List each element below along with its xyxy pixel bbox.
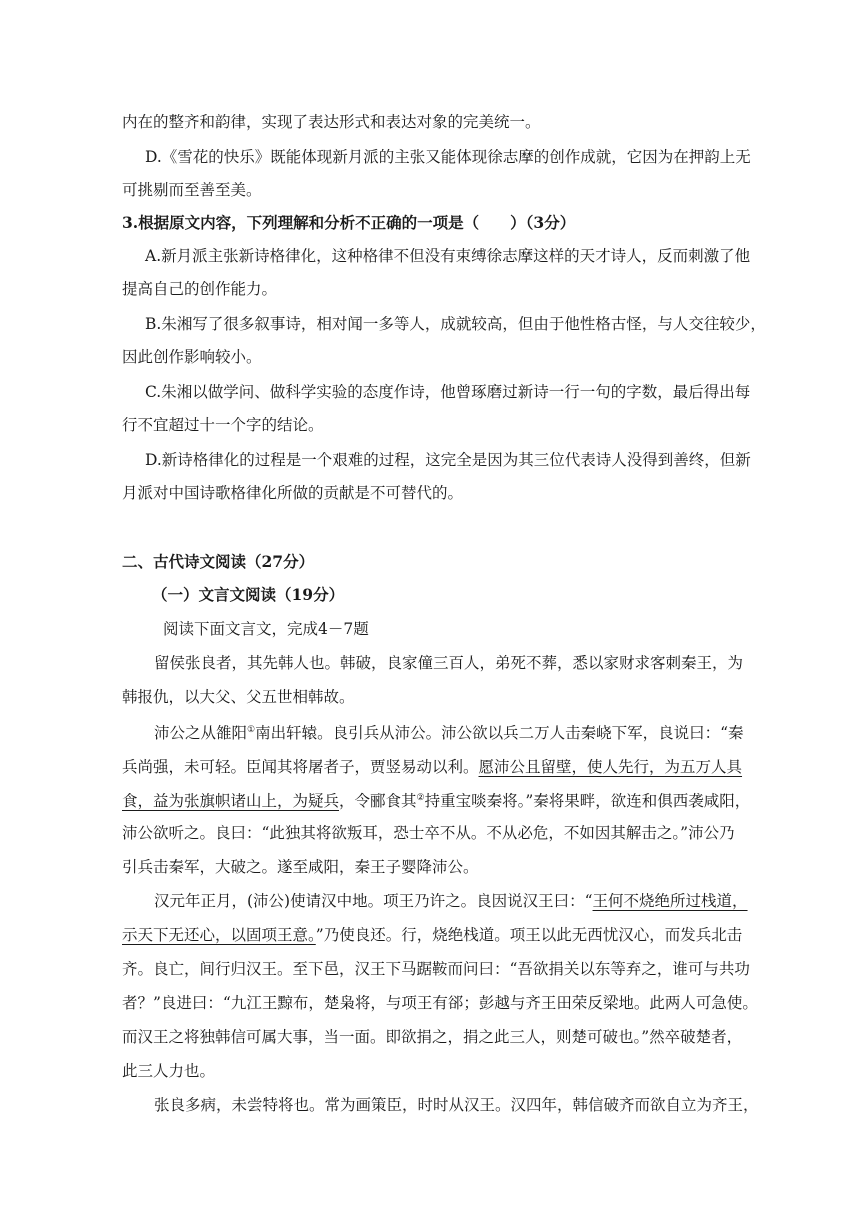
option-d-line: D.《雪花的快乐》既能体现新月派的主张又能体现徐志摩的创作成就，它因为在押韵上无	[145, 148, 751, 166]
underlined-sentence: 王何不烧绝所过栈道，	[592, 892, 748, 910]
passage-line: 张良多病，未尝特将也。常为画策臣，时时从汉王。汉四年，韩信破齐而欲自立为齐王，	[154, 1096, 759, 1114]
footnote-marker: ②	[416, 792, 425, 803]
passage-line: 者？”良进曰：“九江王黥布，楚枭将，与项王有郤；彭越与齐王田荣反梁地。此两人可急使。	[122, 994, 758, 1012]
option-b-line: B.朱湘写了很多叙事诗，相对闻一多等人，成就较高，但由于他性格古怪，与人交往较少，	[145, 315, 766, 333]
passage-line: 韩报仇，以大父、父五世相韩故。	[122, 688, 355, 706]
footnote-marker: ①	[247, 724, 256, 735]
passage-line	[154, 722, 744, 744]
text-line: 月派对中国诗歌格律化所做的贡献是不可替代的。	[122, 484, 464, 502]
subsection-heading: （一）文言文阅读（19分）	[152, 585, 345, 604]
passage-text: ”乃使良还。行，烧绝栈道。项王以此无西忧汉心，而发兵北击	[315, 926, 743, 944]
option-c-line: C.朱湘以做学问、做科学实验的态度作诗，他曾琢磨过新诗一行一句的字数，最后得出每	[145, 383, 751, 401]
passage-line	[154, 890, 748, 912]
passage-line: 沛公欲听之。良曰：“此独其将欲叛耳，恐士卒不从。不从必危，不如因其解击之。”沛公乃	[122, 824, 735, 842]
text-line: 内在的整齐和韵律，实现了表达形式和表达对象的完美统一。	[122, 113, 541, 131]
text-line: 可挑剔而至善至美。	[122, 181, 262, 199]
passage-line: 引兵击秦军，大破之。遂至咸阳，秦王子婴降沛公。	[122, 858, 479, 876]
passage-text: 汉元年正月，(沛公)使请汉中地。项王乃许之。良因说汉王曰：“	[154, 892, 593, 910]
passage-line	[122, 756, 742, 778]
passage-line: 留侯张良者，其先韩人也。韩破，良家僮三百人，弟死不葬，悉以家财求客刺秦王，为	[154, 654, 744, 672]
passage-text: ，令郦食其	[339, 792, 417, 810]
passage-line: 齐。良亡，间行归汉王。至下邑，汉王下马踞鞍而问曰：“吾欲捐关以东等弃之，谁可与共功	[122, 960, 750, 978]
section-heading: 二、古代诗文阅读（27分）	[122, 552, 315, 571]
text-line: 行不宜超过十一个字的结论。	[122, 416, 324, 434]
question-3-title: 3.根据原文内容，下列理解和分析不正确的一项是（ ）（3分）	[122, 213, 576, 232]
passage-line: 而汉王之将独韩信可属大事，当一面。即欲捐之，捐之此三人，则楚可破也。”然卒破楚者，	[122, 1028, 743, 1046]
underlined-sentence: 愿沛公且留壁，使人先行，为五万人具	[478, 758, 743, 776]
passage-text: 南出轩辕。良引兵从沛公。沛公欲以兵二万人击秦峣下军，良说曰：“秦	[255, 724, 744, 742]
text-line: 提高自己的创作能力。	[122, 280, 278, 298]
text-line: 因此创作影响较小。	[122, 348, 262, 366]
passage-text: 沛公之从雒阳	[154, 724, 248, 742]
passage-line: 此三人力也。	[122, 1062, 216, 1080]
underlined-sentence: 食，益为张旗帜诸山上，为疑兵	[122, 792, 340, 810]
passage-text: 兵尚强，未可轻。臣闻其将屠者子，贾竖易动以利。	[122, 758, 479, 776]
option-a-line: A.新月派主张新诗格律化，这种格律不但没有束缚徐志摩这样的天才诗人，反而刺激了他	[145, 247, 751, 265]
passage-text: 持重宝啖秦将。”秦将果畔，欲连和俱西袭咸阳，	[424, 792, 751, 810]
passage-line	[122, 790, 750, 812]
option-d-line: D.新诗格律化的过程是一个艰难的过程，这完全是因为其三位代表诗人没得到善终，但新	[145, 451, 751, 469]
passage-line	[122, 924, 742, 946]
underlined-sentence: 示天下无还心，以固项王意。	[122, 926, 316, 944]
instruction-line: 阅读下面文言文，完成4－7题	[163, 620, 369, 638]
